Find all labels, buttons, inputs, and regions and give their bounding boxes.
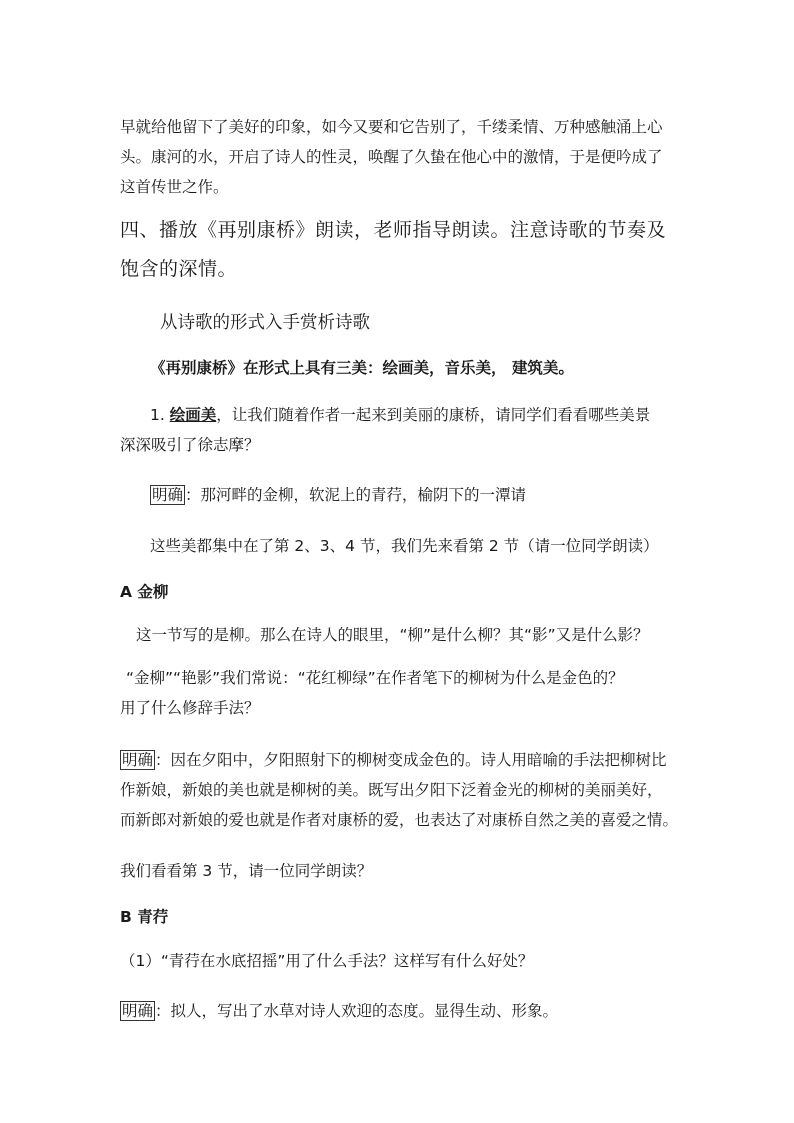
subheading: A 金柳 (120, 583, 169, 601)
answer-line: 作新娘，新娘的美也就是柳树的美。既写出夕阳下泛着金光的柳树的美丽美好， (120, 781, 663, 799)
answer-label: 明确 (122, 1002, 154, 1020)
section-title: 从诗歌的形式入手赏析诗歌 (160, 313, 370, 333)
answer-text: ：拟人，写出了水草对诗人欢迎的态度。显得生动、形象。 (155, 1002, 559, 1020)
paragraph-line: 这些美都集中在了第 2、3、4 节，我们先来看第 2 节（请一位同学朗读） (150, 537, 659, 555)
answer-line: 而新郎对新娘的爱也就是作者对康桥的爱，也表达了对康桥自然之美的喜爱之情。 (120, 811, 679, 829)
question-text: ，让我们随着作者一起来到美丽的康桥，请同学们看看哪些美景 (216, 406, 651, 424)
paragraph-line: 早就给他留下了美好的印象，如今又要和它告别了，千缕柔情、万种感触涌上心 (120, 118, 663, 136)
paragraph-line: 这首传世之作。 (120, 178, 229, 196)
section-heading: 四、播放《再别康桥》朗读，老师指导朗读。注意诗歌的节奏及 (120, 219, 667, 241)
question-line: “金柳”“艳影”我们常说：“花红柳绿”在作者笔下的柳树为什么是金色的？ (126, 669, 624, 687)
answer-text: ：那河畔的金柳，软泥上的青荇，榆阴下的一潭请 (185, 486, 527, 504)
question-line: 深深吸引了徐志摩？ (120, 436, 260, 454)
question-number: 1. (150, 406, 170, 424)
paragraph-line: 头。康河的水，开启了诗人的性灵，唤醒了久蛰在他心中的激情，于是便吟成了 (120, 148, 663, 166)
question-line: 用了什么修辞手法？ (120, 699, 260, 717)
section-heading: 饱含的深情。 (120, 258, 238, 280)
answer-text: ：因在夕阳中，夕阳照射下的柳树变成金色的。诗人用暗喻的手法把柳树比 (155, 751, 667, 769)
question-line: 这一节写的是柳。那么在诗人的眼里，“柳”是什么柳？其“影”又是什么影？ (136, 626, 649, 644)
three-beauty-line: 《再别康桥》在形式上具有三美：绘画美，音乐美， 建筑美。 (150, 359, 574, 377)
question-line: （1）“青荇在水底招摇”用了什么手法？这样写有什么好处？ (120, 952, 534, 970)
answer-label: 明确 (122, 751, 154, 769)
paragraph-line: 我们看看第 3 节，请一位同学朗读？ (120, 862, 373, 880)
answer-line (120, 745, 680, 775)
answer-label: 明确 (152, 486, 184, 504)
question-line (150, 400, 710, 430)
keyword: 绘画美 (169, 406, 217, 424)
answer-line (120, 996, 680, 1026)
answer-line (150, 480, 710, 510)
subheading: B 青荇 (120, 908, 169, 926)
